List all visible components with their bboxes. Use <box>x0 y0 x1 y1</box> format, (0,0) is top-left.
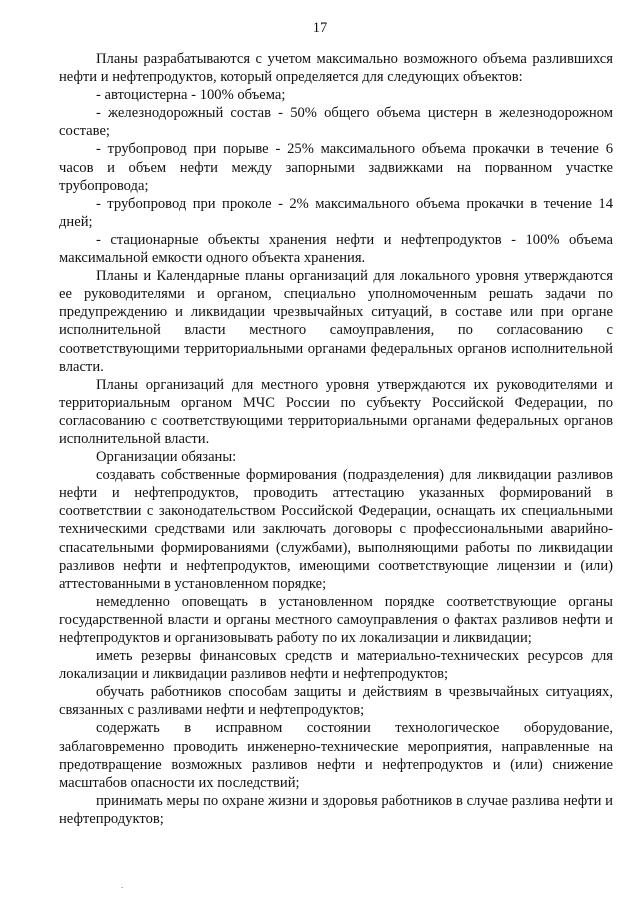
paragraph-plans-intro: Планы разрабатываются с учетом максимально возможного объема разлившихся нефти и нефтепродуктов, который определяется для следующих объектов: <box>59 51 613 86</box>
list-item-pipeline-puncture: - трубопровод при проколе - 2% максимального объема прокачки в течение 14 дней; <box>59 195 613 230</box>
paragraph-obligation-reserves: иметь резервы финансовых средств и материально-технических ресурсов для локализации и ликвидации разливов нефти и нефтепродуктов; <box>59 648 613 683</box>
paragraph-obligation-equipment: содержать в исправном состоянии технологическое оборудование, заблаговременно проводить инженерно-технические мероприятия, направленные на предотвращение возможных разливов нефти и нефтепродуктов и (или) снижение масштабов опасности их последствий; <box>59 720 613 791</box>
list-item-stationary-storage: - стационарные объекты хранения нефти и нефтепродуктов - 100% объема максимальной емкости одного объекта хранения. <box>59 231 613 267</box>
list-item-pipeline-rupture: - трубопровод при порыве - 25% максимального объема прокачки в течение 6 часов и объем нефти между запорными задвижками на порванном участке трубопровода; <box>59 141 613 194</box>
paragraph-obligation-safety: принимать меры по охране жизни и здоровья работников в случае разлива нефти и нефтепродуктов; <box>59 792 613 827</box>
paragraph-obligation-notify: немедленно оповещать в установленном порядке соответствующие органы государственной власти и органы местного самоуправления о фактах разливов нефти и нефтепродуктов и организовывать работу по их локализации и ликвидации; <box>59 593 613 646</box>
paragraph-obligation-create-units: создавать собственные формирования (подразделения) для ликвидации разливов нефти и нефтепродуктов, проводить аттестацию указанных формирований в соответствии с законодательством Российской Федерации, оснащать их специальными техническими средствами или заключать договоры с профессиональными аварийно-спасательными формированиями (службами), выполняющими работы по ликвидации разливов нефти и нефтепродуктов, имеющими соответствующие лицензии и (или) аттестованными в установленном порядке; <box>59 467 613 592</box>
paragraph-obligations-heading: Организации обязаны: <box>96 449 237 466</box>
document-body <box>59 50 613 828</box>
list-item-tanker-truck: - автоцистерна - 100% объема; <box>96 87 286 104</box>
list-item-railway-train: - железнодорожный состав - 50% общего объема цистерн в железнодорожном составе; <box>59 105 613 140</box>
paragraph-municipal-level-plans: Планы организаций для местного уровня утверждаются их руководителями и территориальным органом МЧС России по субъекту Российской Федерации, по согласованию с соответствующими территориальными органами федеральных органов исполнительной власти. <box>59 376 613 447</box>
paragraph-local-level-plans: Планы и Календарные планы организаций для локального уровня утверждаются ее руководителями и органом, специально уполномоченным решать задачи по предупреждению и ликвидации чрезвычайных ситуаций, в составе или при органе исполнительной власти местного самоуправления, по согласованию с соответствующими территориальными органами федеральных органов исполнительной власти. <box>59 268 613 375</box>
paragraph-obligation-training: обучать работников способам защиты и действиям в чрезвычайных ситуациях, связанных с разливами нефти и нефтепродуктов; <box>59 684 613 719</box>
page-number: 17 <box>312 20 328 36</box>
scan-speck <box>121 887 123 888</box>
